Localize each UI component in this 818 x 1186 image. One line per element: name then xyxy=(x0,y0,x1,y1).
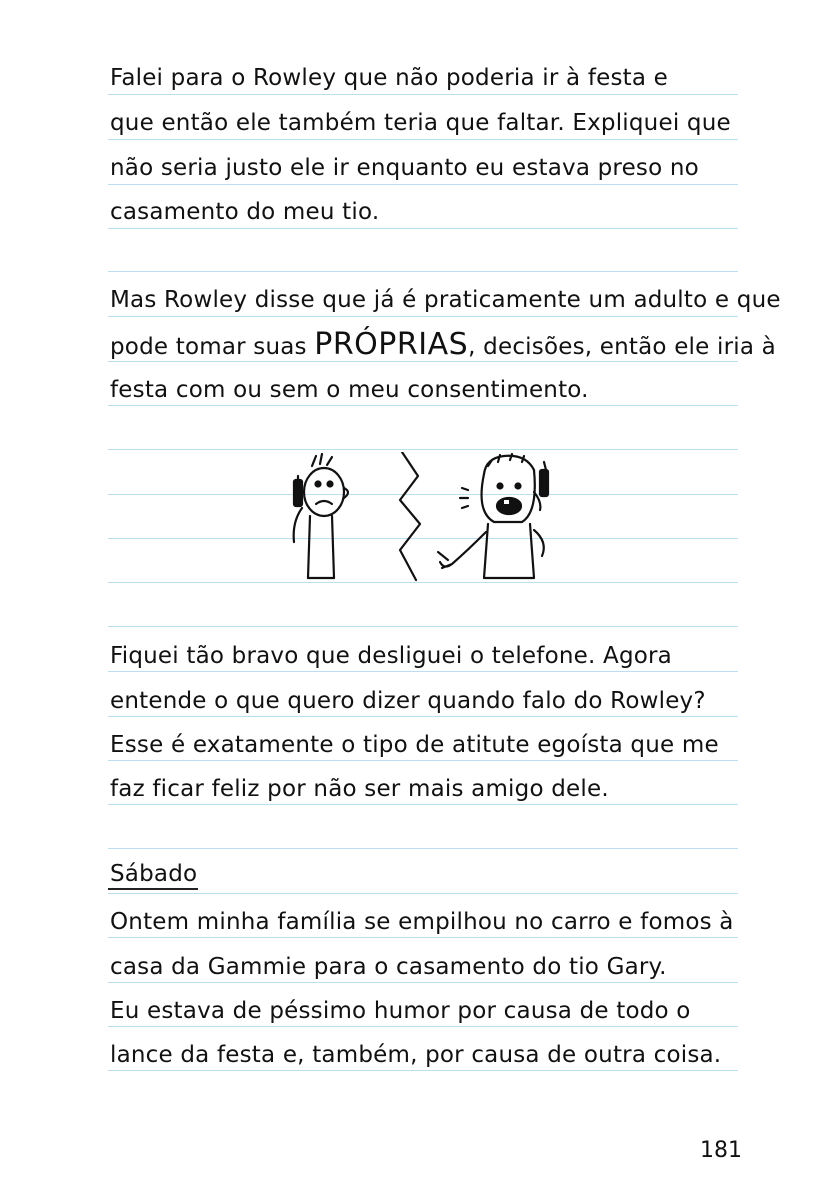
text-line xyxy=(110,327,776,362)
heading-underline xyxy=(108,888,198,890)
ruled-line xyxy=(108,848,738,849)
ruled-line xyxy=(108,139,738,140)
text-line: Falei para o Rowley que não poderia ir à festa e xyxy=(110,65,669,91)
ruled-line xyxy=(108,626,738,627)
text-line: casamento do meu tio. xyxy=(110,199,380,225)
text-line: que então ele também teria que faltar. Expliquei que xyxy=(110,110,731,136)
ruled-line xyxy=(108,982,738,983)
text-line: Eu estava de péssimo humor por causa de todo o xyxy=(110,998,691,1024)
text-line: Mas Rowley disse que já é praticamente um adulto e que xyxy=(110,287,781,313)
rowley-figure-icon xyxy=(438,454,548,578)
text-segment: , decisões, então ele iria à xyxy=(468,334,776,360)
ruled-line xyxy=(108,316,738,317)
text-line: Ontem minha família se empilhou no carro e fomos à xyxy=(110,909,734,935)
ruled-line xyxy=(108,449,738,450)
ruled-line xyxy=(108,94,738,95)
phone-argument-illustration xyxy=(272,452,562,592)
greg-figure-icon xyxy=(294,454,348,578)
ruled-line xyxy=(108,405,738,406)
ruled-line xyxy=(108,184,738,185)
emphasized-word: PRÓPRIAS xyxy=(314,327,469,362)
text-line: Esse é exatamente o tipo de atitute egoísta que me xyxy=(110,732,719,758)
ruled-line xyxy=(108,937,738,938)
page-number: 181 xyxy=(700,1138,742,1163)
text-line: entende o que quero dizer quando falo do Rowley? xyxy=(110,688,706,714)
ruled-line xyxy=(108,716,738,717)
ruled-line xyxy=(108,671,738,672)
text-line: lance da festa e, também, por causa de outra coisa. xyxy=(110,1042,722,1068)
text-line: não seria justo ele ir enquanto eu estava preso no xyxy=(110,155,699,181)
text-line: festa com ou sem o meu consentimento. xyxy=(110,377,589,403)
ruled-line xyxy=(108,804,738,805)
ruled-line xyxy=(108,760,738,761)
text-line: casa da Gammie para o casamento do tio Gary. xyxy=(110,954,667,980)
ruled-line xyxy=(108,1026,738,1027)
section-heading: Sábado xyxy=(110,861,198,887)
ruled-line xyxy=(108,228,738,229)
ruled-line xyxy=(108,893,738,894)
ruled-line xyxy=(108,1070,738,1071)
ruled-line xyxy=(108,271,738,272)
text-line: Fiquei tão bravo que desliguei o telefone. Agora xyxy=(110,643,672,669)
text-segment: pode tomar suas xyxy=(110,334,315,360)
zigzag-divider-icon xyxy=(400,452,420,580)
text-line: faz ficar feliz por não ser mais amigo dele. xyxy=(110,776,609,802)
